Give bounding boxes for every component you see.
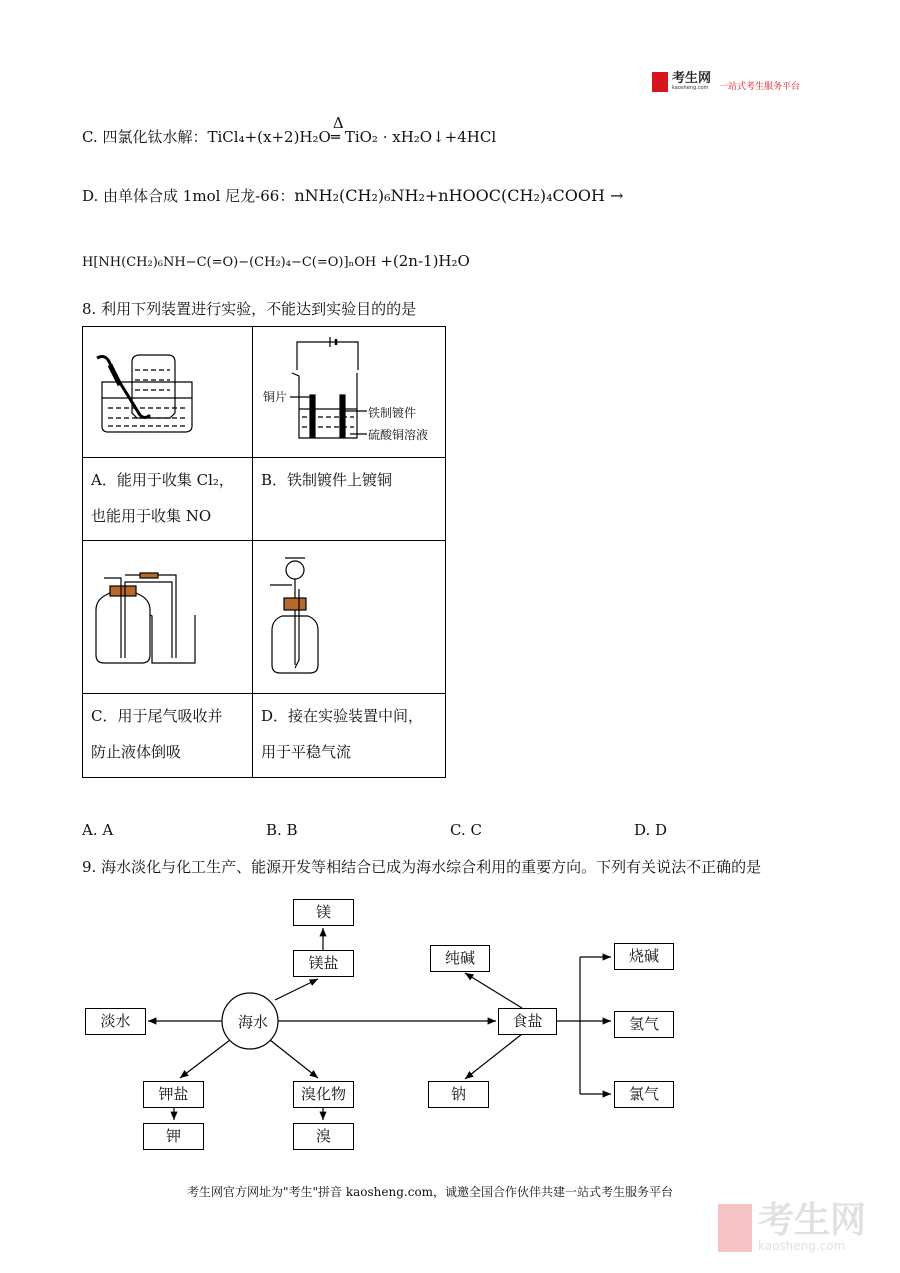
q9-stem: 9. 海水淡化与化工生产、能源开发等相结合已成为海水综合利用的重要方向。下列有关说法不正确的是 <box>82 858 762 876</box>
answer-option-b[interactable]: B. B <box>266 821 298 839</box>
node-bromide: 溴化物 <box>293 1081 354 1108</box>
node-fresh-water: 淡水 <box>85 1008 146 1035</box>
label-solution: 硫酸铜溶液 <box>368 428 429 442</box>
gas-collection-apparatus <box>97 355 192 432</box>
logo-name: 考生网 <box>672 71 712 86</box>
cell-text: A．能用于收集 Cl₂， <box>91 471 234 489</box>
reaction-condition: Δ <box>332 114 344 132</box>
cell-text: 也能用于收集 NO <box>91 507 212 525</box>
label-iron: 铁制镀件 <box>368 406 417 420</box>
option-d-label: D. 由单体合成 1mol 尼龙-66： <box>82 187 295 205</box>
watermark-domain: kaosheng.com <box>758 1239 846 1253</box>
cell-text: 用于平稳气流 <box>261 743 352 761</box>
tail-gas-absorption-apparatus <box>96 573 195 663</box>
watermark-logo <box>718 1200 867 1253</box>
q8-stem: 8. 利用下列装置进行实验，不能达到实验目的的是 <box>82 300 417 318</box>
watermark-name: 考生网 <box>758 1200 867 1241</box>
option-d-eq: nNH₂(CH₂)₆NH₂+nHOOC(CH₂)₄COOH → <box>294 186 624 205</box>
cell-text: C．用于尾气吸收并 <box>91 707 223 725</box>
node-salt: 食盐 <box>498 1008 557 1035</box>
answer-option-d[interactable]: D. D <box>634 821 668 839</box>
cell-text: B．铁制镀件上镀铜 <box>261 471 393 489</box>
node-ksalt: 钾盐 <box>143 1081 204 1108</box>
nylon-product: H[NH(CH₂)₆NH−C(=O)−(CH₂)₄−C(=O)]ₙOH <box>82 255 377 270</box>
node-mgsalt: 镁盐 <box>293 950 354 977</box>
node-br: 溴 <box>293 1123 354 1150</box>
node-naoh: 烧碱 <box>614 943 674 970</box>
logo-domain: kaosheng.com <box>672 85 709 91</box>
product-tail: +(2n-1)H₂O <box>380 252 470 270</box>
node-cl2: 氯气 <box>614 1081 674 1108</box>
option-c-label: C. 四氯化钛水解： <box>82 128 208 146</box>
label-copper: 铜片 <box>263 390 288 404</box>
answer-option-a[interactable]: A. A <box>82 821 114 839</box>
watermark-mark-icon <box>718 1204 752 1252</box>
electroplating-apparatus <box>290 337 367 438</box>
branch-line <box>557 957 580 1094</box>
node-seawater: 海水 <box>238 1013 269 1031</box>
cell-text: 防止液体倒吸 <box>91 743 182 761</box>
gas-buffer-apparatus <box>270 558 318 673</box>
q7-option-c: C. 四氯化钛水解：TiCl₄+(x+2)H₂O Δ ═ TiO₂ · xH₂O↓+4HCl <box>82 114 497 146</box>
option-c-eq2: TiO₂ · xH₂O↓+4HCl <box>344 128 497 146</box>
slogan: 一站式考生服务平台 <box>719 81 801 92</box>
option-c-eq: TiCl₄+(x+2)H₂O <box>207 128 331 146</box>
answer-option-c[interactable]: C. C <box>450 821 482 839</box>
node-k: 钾 <box>143 1123 204 1150</box>
cell-text: D．接在实验装置中间， <box>261 707 424 725</box>
node-h2: 氢气 <box>614 1011 674 1038</box>
footer-text: 考生网官方网址为"考生"拼音 kaosheng.com，诚邀全国合作伙伴共建一站式考生服务平台 <box>187 1185 674 1199</box>
node-mg: 镁 <box>293 899 354 926</box>
node-soda: 纯碱 <box>430 945 490 972</box>
node-na: 钠 <box>428 1081 489 1108</box>
